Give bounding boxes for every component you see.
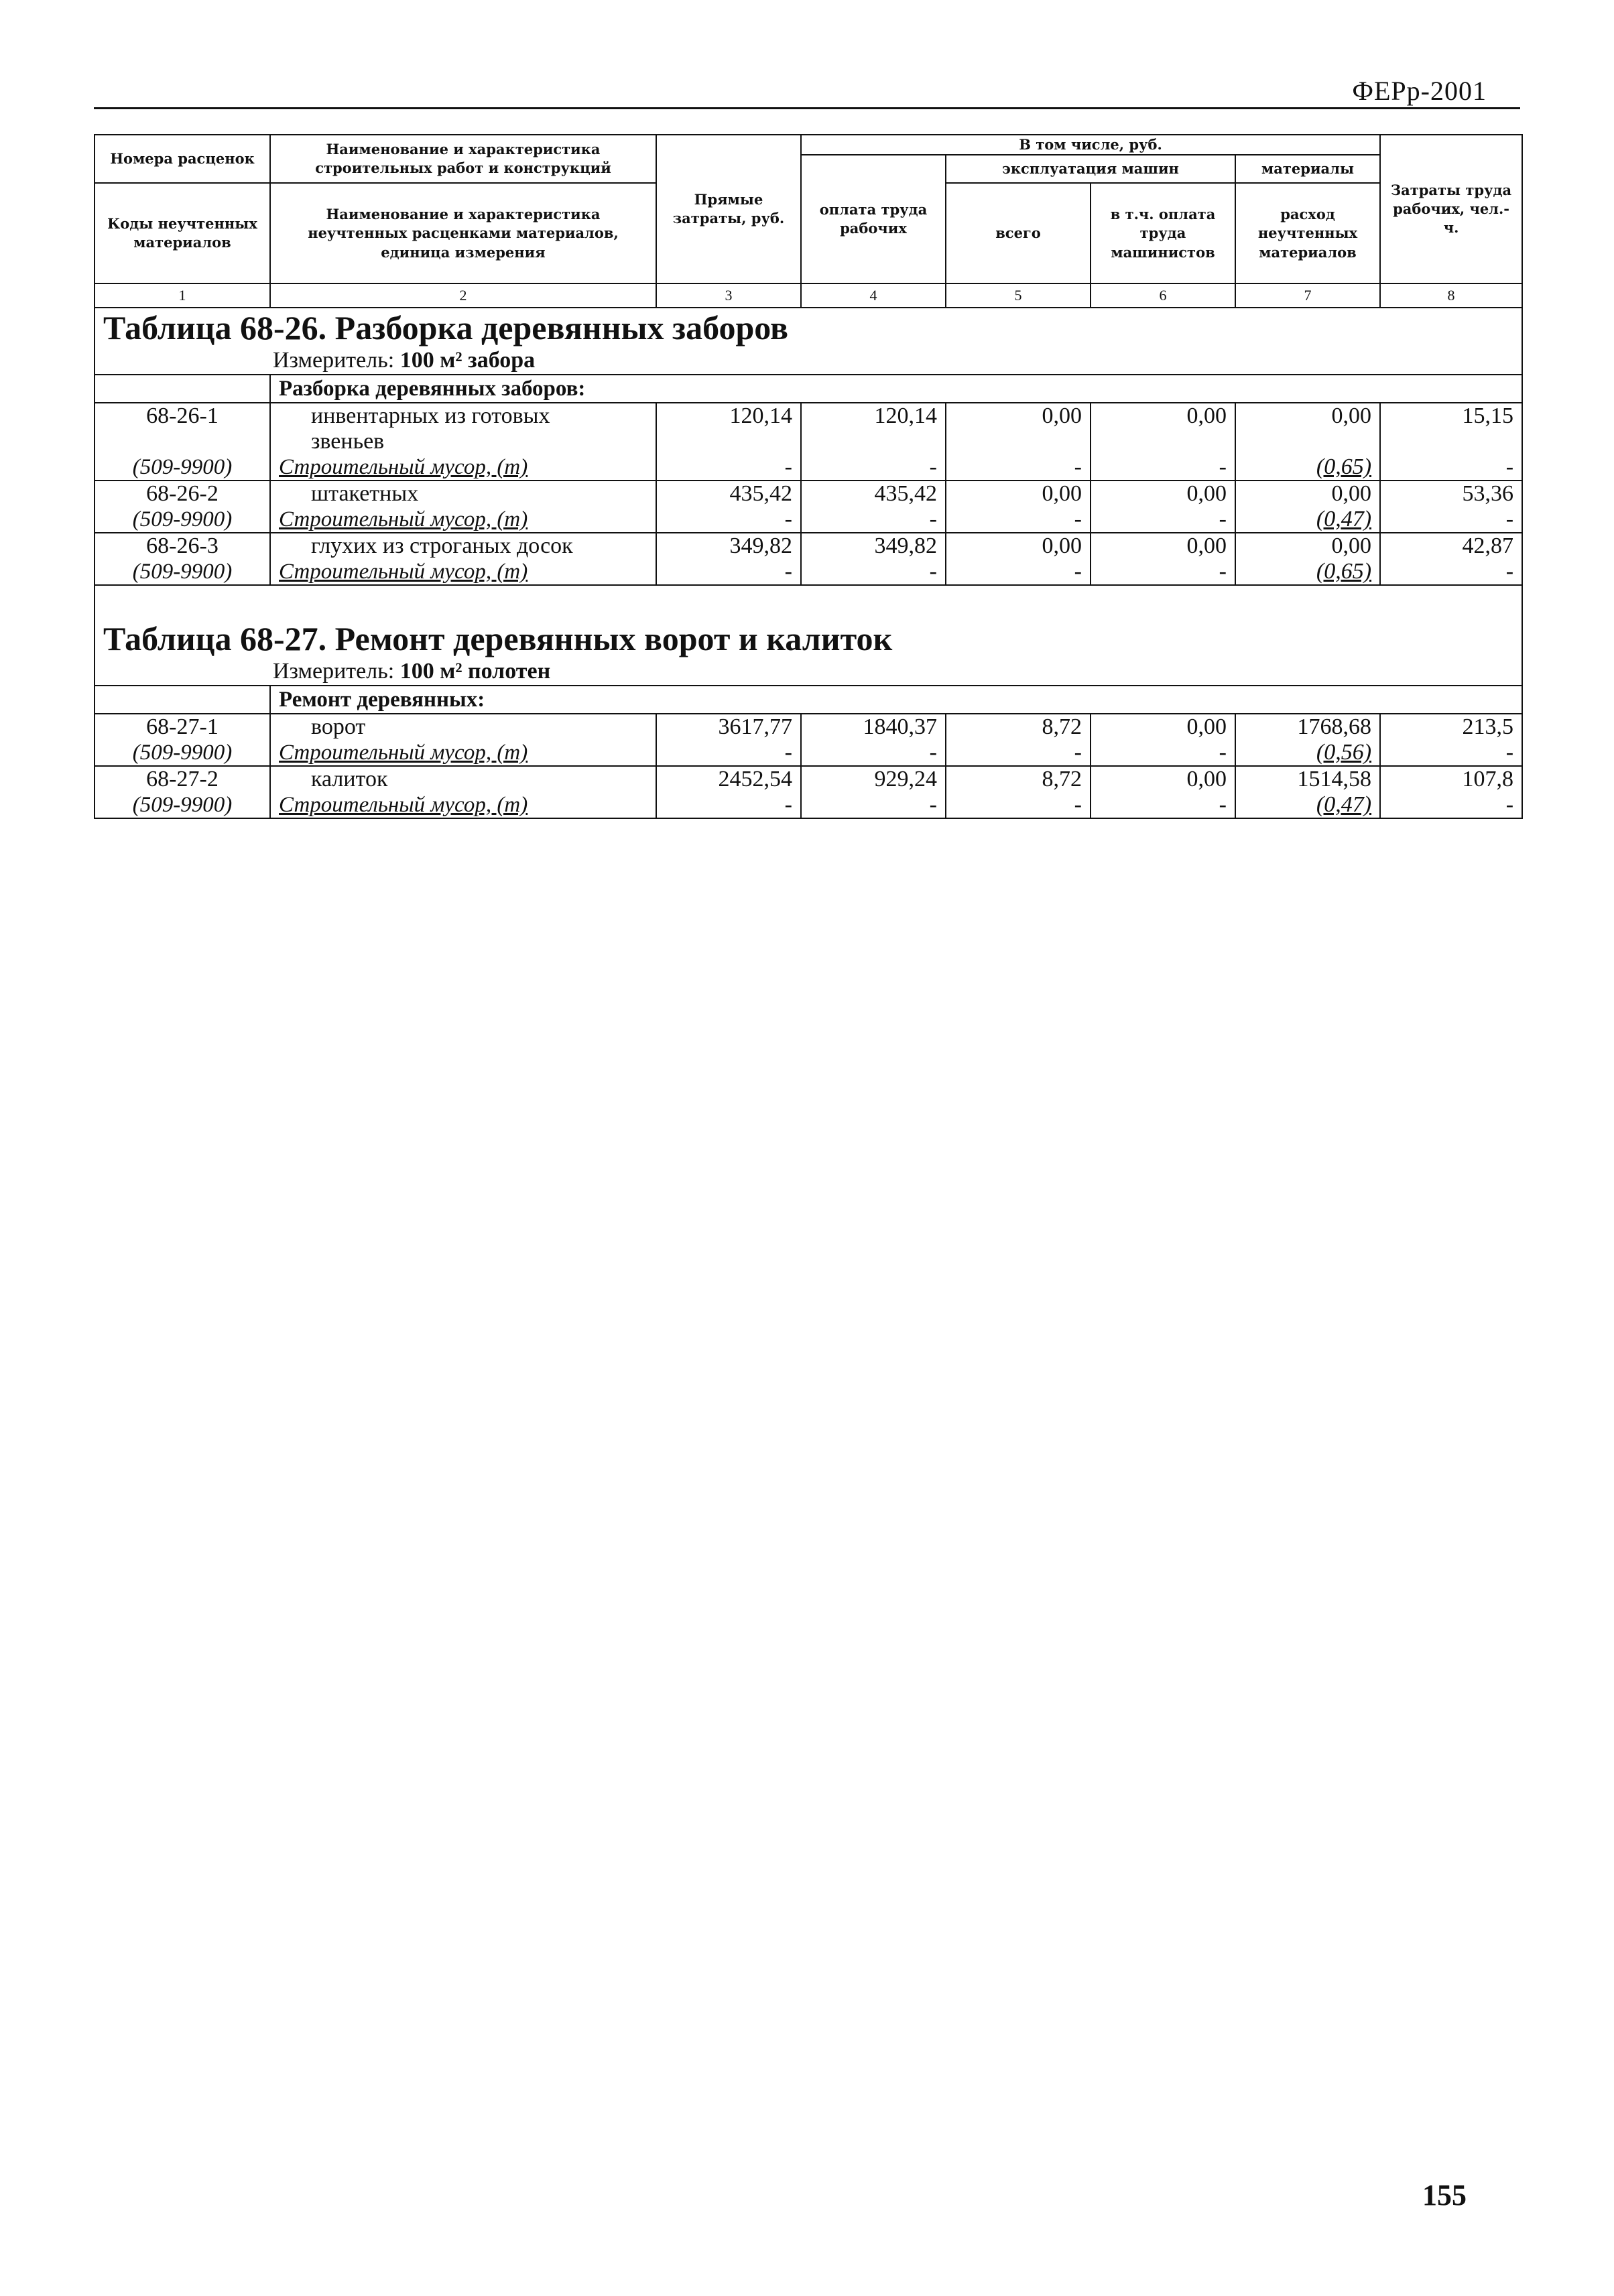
materials-cost: 1768,68 [1235,714,1380,740]
work-name: ворот [270,714,656,740]
group-heading: Разборка деревянных заборов: [270,375,1522,403]
material-row [95,507,1522,533]
material-hours: - [1380,454,1522,481]
page-number: 155 [1422,2179,1467,2212]
column-number: 4 [801,283,946,308]
direct-cost: 435,42 [656,481,801,507]
column-number: 3 [656,283,801,308]
work-name: калиток [270,766,656,792]
group-spacer [95,375,270,403]
material-direct: - [656,507,801,533]
rate-code: 68-27-2 [95,766,270,792]
materials-cost: 0,00 [1235,403,1380,429]
material-consumption: (0,65) [1235,454,1380,481]
header-machinist-pay: в т.ч. оплата труда машинистов [1091,183,1235,283]
material-machinist: - [1091,792,1235,818]
material-labor: - [801,792,946,818]
column-number: 2 [270,283,656,308]
material-labor: - [801,740,946,766]
header-material-codes: Коды неучтенных материалов [95,183,270,283]
labor-hours: 107,8 [1380,766,1522,792]
material-code: (509-9900) [95,740,270,766]
meter-label: Измеритель: [273,348,395,373]
direct-cost: 120,14 [656,403,801,429]
material-direct: - [656,740,801,766]
table-68-26 [95,308,1522,585]
work-name: инвентарных из готовых [270,403,656,429]
column-number: 6 [1091,283,1235,308]
machines-total: 0,00 [946,533,1091,559]
material-row [95,559,1522,585]
material-labor: - [801,454,946,481]
material-machinist: - [1091,740,1235,766]
labor-hours: 213,5 [1380,714,1522,740]
machines-total: 0,00 [946,481,1091,507]
table-row-continuation [95,429,1522,454]
material-name: Строительный мусор, (т) [270,454,656,481]
material-row [95,792,1522,818]
column-number: 7 [1235,283,1380,308]
material-name: Строительный мусор, (т) [270,740,656,766]
machines-total: 8,72 [946,714,1091,740]
header-materials: материалы [1235,155,1380,183]
machinist-pay: 0,00 [1091,766,1235,792]
table-68-27 [95,585,1522,818]
material-direct: - [656,559,801,585]
table-title: Таблица 68-26. Разборка деревянных заборов [95,308,1522,347]
table-row [95,403,1522,429]
material-machines: - [946,792,1091,818]
material-consumption: (0,47) [1235,792,1380,818]
header-including: В том числе, руб. [801,135,1380,155]
header-material-names: Наименование и характеристика неучтенных расценками материалов, единица измерения [270,183,656,283]
work-name: глухих из строганых досок [270,533,656,559]
materials-cost: 0,00 [1235,481,1380,507]
header-material-consumption: расход неучтенных материалов [1235,183,1380,283]
material-machines: - [946,507,1091,533]
labor-pay: 120,14 [801,403,946,429]
header-work-name: Наименование и характеристика строительных работ и конструкций [270,135,656,183]
column-number: 1 [95,283,270,308]
labor-pay: 349,82 [801,533,946,559]
material-name: Строительный мусор, (т) [270,792,656,818]
material-machines: - [946,454,1091,481]
rate-code: 68-26-1 [95,403,270,429]
group-heading: Ремонт деревянных: [270,686,1522,714]
header-machines-total: всего [946,183,1091,283]
material-code: (509-9900) [95,454,270,481]
material-consumption: (0,56) [1235,740,1380,766]
labor-pay: 435,42 [801,481,946,507]
material-row [95,740,1522,766]
rates-table [94,134,1523,819]
direct-cost: 349,82 [656,533,801,559]
material-labor: - [801,559,946,585]
header-rate-numbers: Номера расценок [95,135,270,183]
header-rule [94,107,1520,109]
header-labor-hours: Затраты труда рабочих, чел.-ч. [1380,135,1522,283]
material-hours: - [1380,792,1522,818]
material-hours: - [1380,559,1522,585]
work-name-continued: звеньев [270,429,656,454]
meter-value: 100 м² забора [399,348,536,373]
table-row [95,714,1522,740]
materials-cost: 1514,58 [1235,766,1380,792]
machines-total: 0,00 [946,403,1091,429]
material-hours: - [1380,507,1522,533]
labor-hours: 42,87 [1380,533,1522,559]
material-consumption: (0,47) [1235,507,1380,533]
material-machines: - [946,559,1091,585]
header-direct-costs: Прямые затраты, руб. [656,135,801,283]
machinist-pay: 0,00 [1091,533,1235,559]
work-name: штакетных [270,481,656,507]
direct-cost: 3617,77 [656,714,801,740]
labor-hours: 53,36 [1380,481,1522,507]
header-machine-operation: эксплуатация машин [946,155,1235,183]
material-code: (509-9900) [95,559,270,585]
material-direct: - [656,792,801,818]
column-number: 5 [946,283,1091,308]
header-worker-pay: оплата труда рабочих [801,155,946,283]
rate-code: 68-26-3 [95,533,270,559]
unit-of-measure [95,658,1522,686]
rate-code: 68-27-1 [95,714,270,740]
document-code: ФЕРр-2001 [1352,76,1487,106]
unit-of-measure [95,347,1522,375]
material-machinist: - [1091,454,1235,481]
rate-code: 68-26-2 [95,481,270,507]
labor-hours: 15,15 [1380,403,1522,429]
material-name: Строительный мусор, (т) [270,507,656,533]
material-name: Строительный мусор, (т) [270,559,656,585]
table-title: Таблица 68-27. Ремонт деревянных ворот и калиток [95,585,1522,658]
material-code: (509-9900) [95,507,270,533]
material-machinist: - [1091,559,1235,585]
material-labor: - [801,507,946,533]
material-hours: - [1380,740,1522,766]
machines-total: 8,72 [946,766,1091,792]
column-number: 8 [1380,283,1522,308]
material-machines: - [946,740,1091,766]
machinist-pay: 0,00 [1091,714,1235,740]
labor-pay: 929,24 [801,766,946,792]
meter-label: Измеритель: [273,659,395,684]
meter-value: 100 м² полотен [399,659,551,684]
material-direct: - [656,454,801,481]
group-spacer [95,686,270,714]
table-row [95,766,1522,792]
machinist-pay: 0,00 [1091,481,1235,507]
material-code: (509-9900) [95,792,270,818]
direct-cost: 2452,54 [656,766,801,792]
material-machinist: - [1091,507,1235,533]
material-consumption: (0,65) [1235,559,1380,585]
table-row [95,533,1522,559]
labor-pay: 1840,37 [801,714,946,740]
table-row [95,481,1522,507]
machinist-pay: 0,00 [1091,403,1235,429]
material-row [95,454,1522,481]
materials-cost: 0,00 [1235,533,1380,559]
